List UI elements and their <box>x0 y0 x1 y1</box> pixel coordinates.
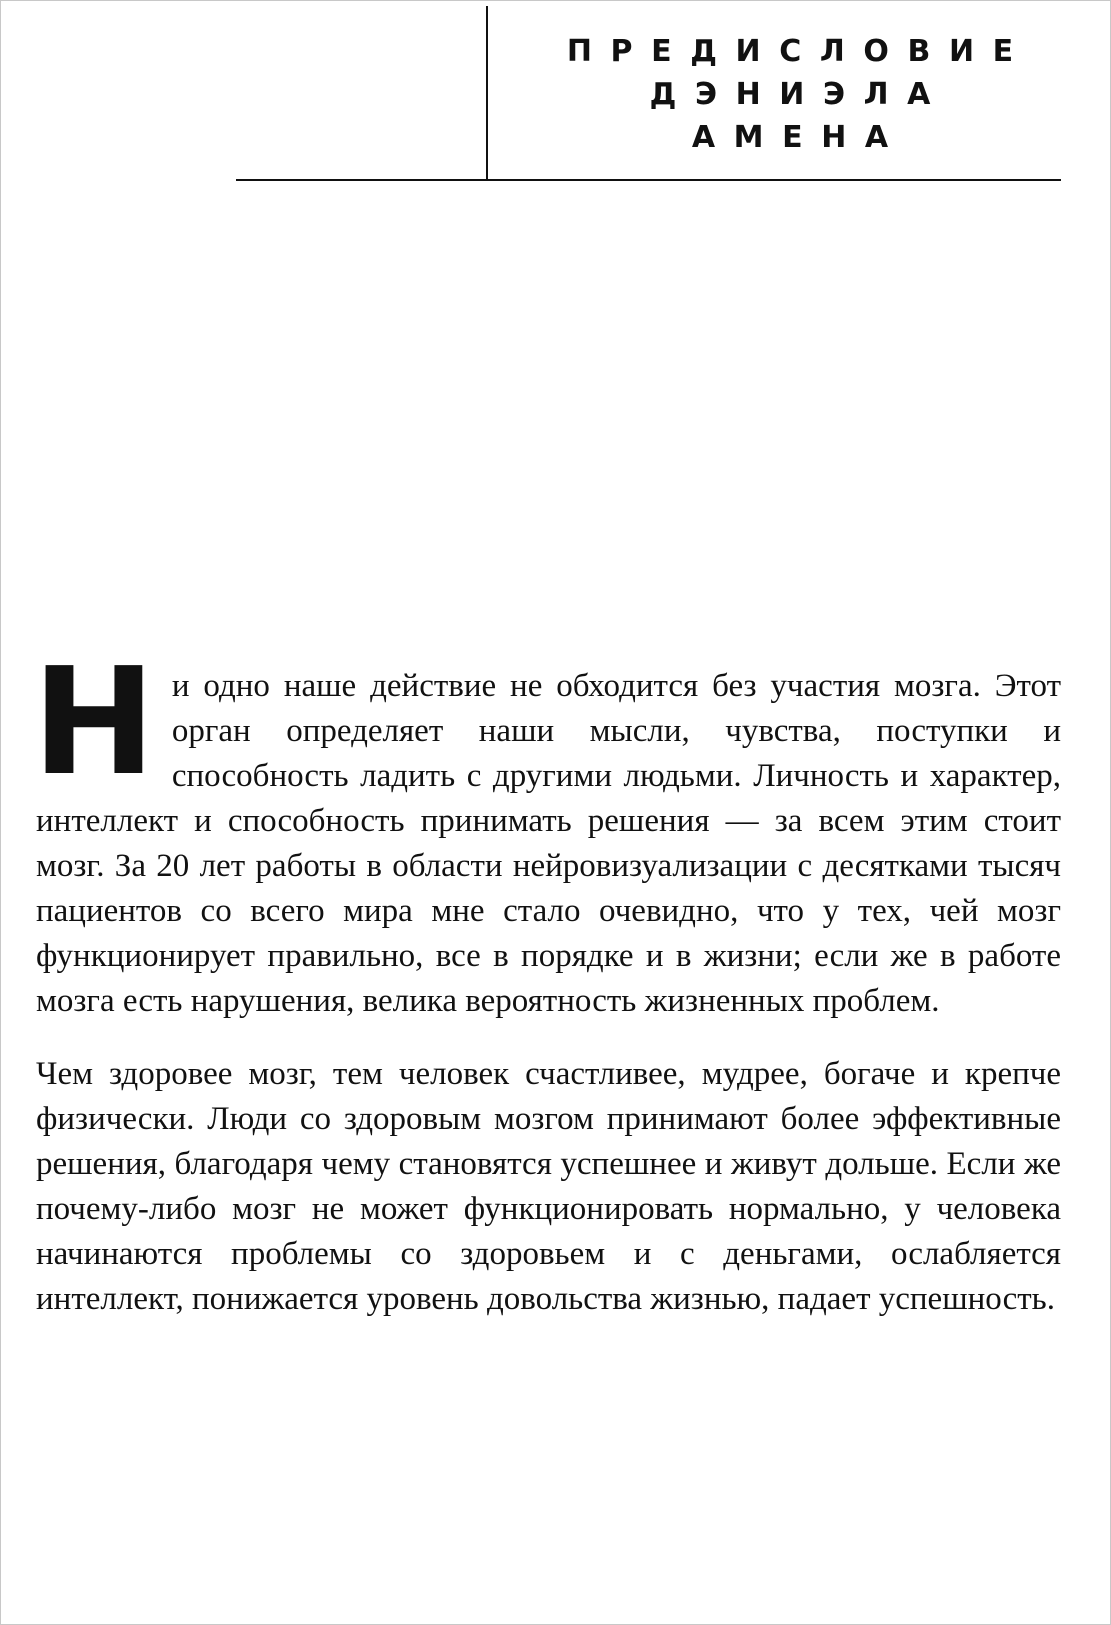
drop-cap: Н <box>32 636 156 808</box>
heading-line-1: ПРЕДИСЛОВИЕ <box>566 34 1032 69</box>
heading-line-3: АМЕНА <box>691 120 907 155</box>
body-text <box>32 636 1061 1322</box>
paragraph-2: Чем здоровее мозг, тем человек счастливее, мудрее, богаче и крепче физически. Люди со здоровым мозгом принимают более эффективные решения, благодаря чему становятся успешнее и живут дольше. Если же почему-либо мозг не может функционировать нормально, у человека начинаются проблемы со здоровьем и с деньгами, ослабляется интеллект, понижается уровень довольства жизнью, падает успешность. <box>36 1056 1061 1317</box>
header-vertical-rule <box>486 6 488 180</box>
header-horizontal-rule <box>236 179 1061 181</box>
paragraph-1 <box>32 636 1061 1024</box>
chapter-heading <box>520 30 1060 159</box>
heading-line-2: ДЭНИЭЛА <box>649 77 949 112</box>
paragraph-1-text: и одно наше действие не обходится без участия мозга. Этот орган определяет наши мысли, чувства, поступки и способность ладить с другими людьми. Личность и характер, интеллект и способность принимать решения — за всем этим стоит мозг. За 20 лет работы в области нейровизуализации с десятками тысяч пациентов со всего мира мне стало очевидно, что у тех, чей мозг функционирует правильно, все в порядке и в жизни; если же в работе мозга есть нарушения, велика вероятность жизненных проблем. <box>36 668 1061 1019</box>
